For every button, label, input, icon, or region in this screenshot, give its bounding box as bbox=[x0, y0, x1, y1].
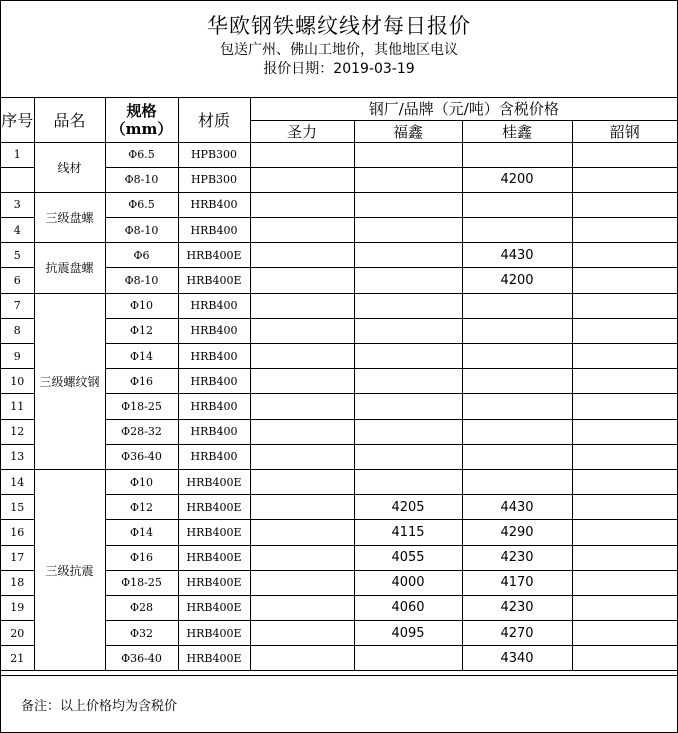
price-cell bbox=[250, 646, 354, 671]
spec-cell: Φ10 bbox=[105, 293, 178, 318]
material-cell: HRB400E bbox=[178, 595, 250, 620]
material-cell: HRB400E bbox=[178, 495, 250, 520]
price-cell bbox=[572, 570, 677, 595]
price-cell bbox=[250, 495, 354, 520]
spec-cell: Φ8-10 bbox=[105, 268, 178, 293]
spec-cell: Φ12 bbox=[105, 495, 178, 520]
price-cell: 4340 bbox=[462, 646, 572, 671]
price-cell bbox=[354, 444, 462, 469]
spec-cell: Φ36-40 bbox=[105, 646, 178, 671]
price-cell bbox=[572, 369, 677, 394]
price-cell bbox=[250, 192, 354, 217]
price-cell bbox=[572, 595, 677, 620]
spec-cell: Φ18-25 bbox=[105, 570, 178, 595]
price-cell bbox=[250, 419, 354, 444]
price-cell bbox=[354, 142, 462, 167]
table-row bbox=[1, 469, 677, 494]
material-cell: HPB300 bbox=[178, 167, 250, 192]
price-cell: 4230 bbox=[462, 595, 572, 620]
spec-cell: Φ36-40 bbox=[105, 444, 178, 469]
price-cell bbox=[354, 318, 462, 343]
price-cell bbox=[250, 167, 354, 192]
header-spec-line1: 规格 bbox=[126, 101, 157, 120]
price-cell bbox=[572, 218, 677, 243]
price-cell bbox=[572, 318, 677, 343]
material-cell: HRB400 bbox=[178, 318, 250, 343]
product-name-cell: 线材 bbox=[34, 142, 105, 192]
header-product-name: 品名 bbox=[34, 98, 105, 142]
sheet-title: 华欧钢铁螺纹线材每日报价 bbox=[207, 14, 471, 38]
price-cell bbox=[572, 646, 677, 671]
row-index: 15 bbox=[1, 495, 34, 520]
price-cell bbox=[250, 344, 354, 369]
material-cell: HRB400 bbox=[178, 369, 250, 394]
price-cell bbox=[250, 621, 354, 646]
price-cell bbox=[572, 293, 677, 318]
price-cell bbox=[572, 142, 677, 167]
row-index: 14 bbox=[1, 469, 34, 494]
price-cell bbox=[572, 495, 677, 520]
price-cell: 4430 bbox=[462, 495, 572, 520]
price-cell bbox=[462, 444, 572, 469]
price-cell bbox=[462, 469, 572, 494]
row-index: 7 bbox=[1, 293, 34, 318]
price-cell bbox=[462, 344, 572, 369]
price-cell bbox=[354, 243, 462, 268]
product-name-cell: 三级螺纹钢 bbox=[34, 293, 105, 469]
row-index: 19 bbox=[1, 595, 34, 620]
header-brand-shengli: 圣力 bbox=[250, 120, 354, 142]
price-cell bbox=[354, 218, 462, 243]
row-index: 3 bbox=[1, 192, 34, 217]
header-row-1 bbox=[1, 98, 677, 120]
price-cell: 4000 bbox=[354, 570, 462, 595]
price-cell bbox=[354, 394, 462, 419]
material-cell: HRB400E bbox=[178, 520, 250, 545]
price-cell bbox=[572, 268, 677, 293]
row-index: 5 bbox=[1, 243, 34, 268]
price-cell bbox=[462, 394, 572, 419]
price-cell bbox=[354, 646, 462, 671]
price-cell bbox=[354, 419, 462, 444]
header-spec-line2: （mm） bbox=[110, 119, 173, 138]
row-index: 4 bbox=[1, 218, 34, 243]
price-cell bbox=[462, 419, 572, 444]
price-cell bbox=[462, 192, 572, 217]
price-table bbox=[1, 98, 677, 671]
price-cell bbox=[462, 318, 572, 343]
price-cell: 4055 bbox=[354, 545, 462, 570]
price-cell bbox=[250, 218, 354, 243]
price-cell bbox=[354, 469, 462, 494]
price-table-body bbox=[1, 98, 677, 671]
price-cell bbox=[462, 369, 572, 394]
row-index: 8 bbox=[1, 318, 34, 343]
price-cell bbox=[354, 268, 462, 293]
row-index: 11 bbox=[1, 394, 34, 419]
material-cell: HRB400 bbox=[178, 419, 250, 444]
price-cell bbox=[250, 570, 354, 595]
row-index: 13 bbox=[1, 444, 34, 469]
header-brand-guixin: 桂鑫 bbox=[462, 120, 572, 142]
footer-note-text: 备注：以上价格均为含税价 bbox=[21, 699, 178, 714]
header-index: 序号 bbox=[1, 98, 34, 142]
price-cell: 4170 bbox=[462, 570, 572, 595]
material-cell: HRB400 bbox=[178, 218, 250, 243]
delivery-terms: 包送广州、佛山工地价，其他地区电议 bbox=[220, 42, 458, 58]
price-cell bbox=[572, 545, 677, 570]
price-cell: 4095 bbox=[354, 621, 462, 646]
price-cell: 4270 bbox=[462, 621, 572, 646]
table-row bbox=[1, 243, 677, 268]
product-name-cell: 抗震盘螺 bbox=[34, 243, 105, 293]
spec-cell: Φ14 bbox=[105, 520, 178, 545]
price-cell bbox=[250, 318, 354, 343]
price-cell bbox=[462, 218, 572, 243]
material-cell: HRB400 bbox=[178, 192, 250, 217]
price-cell bbox=[250, 444, 354, 469]
price-cell bbox=[250, 142, 354, 167]
material-cell: HRB400E bbox=[178, 621, 250, 646]
spec-cell: Φ10 bbox=[105, 469, 178, 494]
header-brand-fuxin: 福鑫 bbox=[354, 120, 462, 142]
price-cell: 4430 bbox=[462, 243, 572, 268]
material-cell: HRB400 bbox=[178, 344, 250, 369]
row-index: 6 bbox=[1, 268, 34, 293]
product-name-cell: 三级盘螺 bbox=[34, 192, 105, 242]
price-cell bbox=[572, 444, 677, 469]
price-cell bbox=[250, 469, 354, 494]
spec-cell: Φ6 bbox=[105, 243, 178, 268]
row-index: 10 bbox=[1, 369, 34, 394]
price-cell bbox=[250, 243, 354, 268]
sheet-header bbox=[1, 1, 677, 98]
material-cell: HRB400E bbox=[178, 243, 250, 268]
price-cell bbox=[572, 344, 677, 369]
header-brand-shaogang: 韶钢 bbox=[572, 120, 677, 142]
price-cell bbox=[572, 621, 677, 646]
row-index: 18 bbox=[1, 570, 34, 595]
table-row bbox=[1, 142, 677, 167]
row-index: 20 bbox=[1, 621, 34, 646]
price-cell bbox=[250, 520, 354, 545]
price-cell bbox=[354, 369, 462, 394]
product-name-cell: 三级抗震 bbox=[34, 469, 105, 671]
material-cell: HRB400E bbox=[178, 469, 250, 494]
price-cell bbox=[250, 545, 354, 570]
price-cell bbox=[572, 419, 677, 444]
spec-cell: Φ28-32 bbox=[105, 419, 178, 444]
quote-date: 报价日期：2019-03-19 bbox=[263, 61, 415, 77]
spec-cell: Φ6.5 bbox=[105, 142, 178, 167]
spec-cell: Φ6.5 bbox=[105, 192, 178, 217]
row-index: 12 bbox=[1, 419, 34, 444]
row-index: 9 bbox=[1, 344, 34, 369]
price-cell bbox=[250, 369, 354, 394]
header-material: 材质 bbox=[178, 98, 250, 142]
spec-cell: Φ18-25 bbox=[105, 394, 178, 419]
price-cell bbox=[354, 192, 462, 217]
price-cell: 4115 bbox=[354, 520, 462, 545]
spec-cell: Φ32 bbox=[105, 621, 178, 646]
row-index: 21 bbox=[1, 646, 34, 671]
price-cell bbox=[462, 293, 572, 318]
price-cell bbox=[572, 469, 677, 494]
price-cell: 4290 bbox=[462, 520, 572, 545]
price-cell bbox=[250, 293, 354, 318]
price-cell bbox=[572, 520, 677, 545]
spec-cell: Φ8-10 bbox=[105, 218, 178, 243]
material-cell: HRB400E bbox=[178, 268, 250, 293]
material-cell: HPB300 bbox=[178, 142, 250, 167]
price-cell bbox=[354, 167, 462, 192]
spec-cell: Φ8-10 bbox=[105, 167, 178, 192]
price-cell: 4200 bbox=[462, 167, 572, 192]
price-cell: 4200 bbox=[462, 268, 572, 293]
price-cell: 4205 bbox=[354, 495, 462, 520]
material-cell: HRB400E bbox=[178, 545, 250, 570]
spec-cell: Φ12 bbox=[105, 318, 178, 343]
material-cell: HRB400E bbox=[178, 570, 250, 595]
price-cell bbox=[572, 394, 677, 419]
row-index: 16 bbox=[1, 520, 34, 545]
spec-cell: Φ16 bbox=[105, 545, 178, 570]
price-cell bbox=[250, 268, 354, 293]
spec-cell: Φ14 bbox=[105, 344, 178, 369]
material-cell: HRB400 bbox=[178, 444, 250, 469]
spec-cell: Φ16 bbox=[105, 369, 178, 394]
price-cell bbox=[354, 293, 462, 318]
price-cell: 4060 bbox=[354, 595, 462, 620]
spec-cell: Φ28 bbox=[105, 595, 178, 620]
row-index bbox=[1, 167, 34, 192]
material-cell: HRB400E bbox=[178, 646, 250, 671]
price-cell bbox=[572, 167, 677, 192]
header-price-group: 钢厂/品牌（元/吨）含税价格 bbox=[250, 98, 677, 120]
price-cell bbox=[572, 192, 677, 217]
price-cell bbox=[250, 394, 354, 419]
price-cell bbox=[572, 243, 677, 268]
row-index: 17 bbox=[1, 545, 34, 570]
material-cell: HRB400 bbox=[178, 394, 250, 419]
price-cell bbox=[462, 142, 572, 167]
row-index: 1 bbox=[1, 142, 34, 167]
table-row bbox=[1, 293, 677, 318]
footer-note bbox=[1, 675, 677, 733]
price-cell bbox=[250, 595, 354, 620]
header-spec bbox=[105, 98, 178, 142]
price-cell bbox=[354, 344, 462, 369]
material-cell: HRB400 bbox=[178, 293, 250, 318]
price-cell: 4230 bbox=[462, 545, 572, 570]
table-row bbox=[1, 192, 677, 217]
